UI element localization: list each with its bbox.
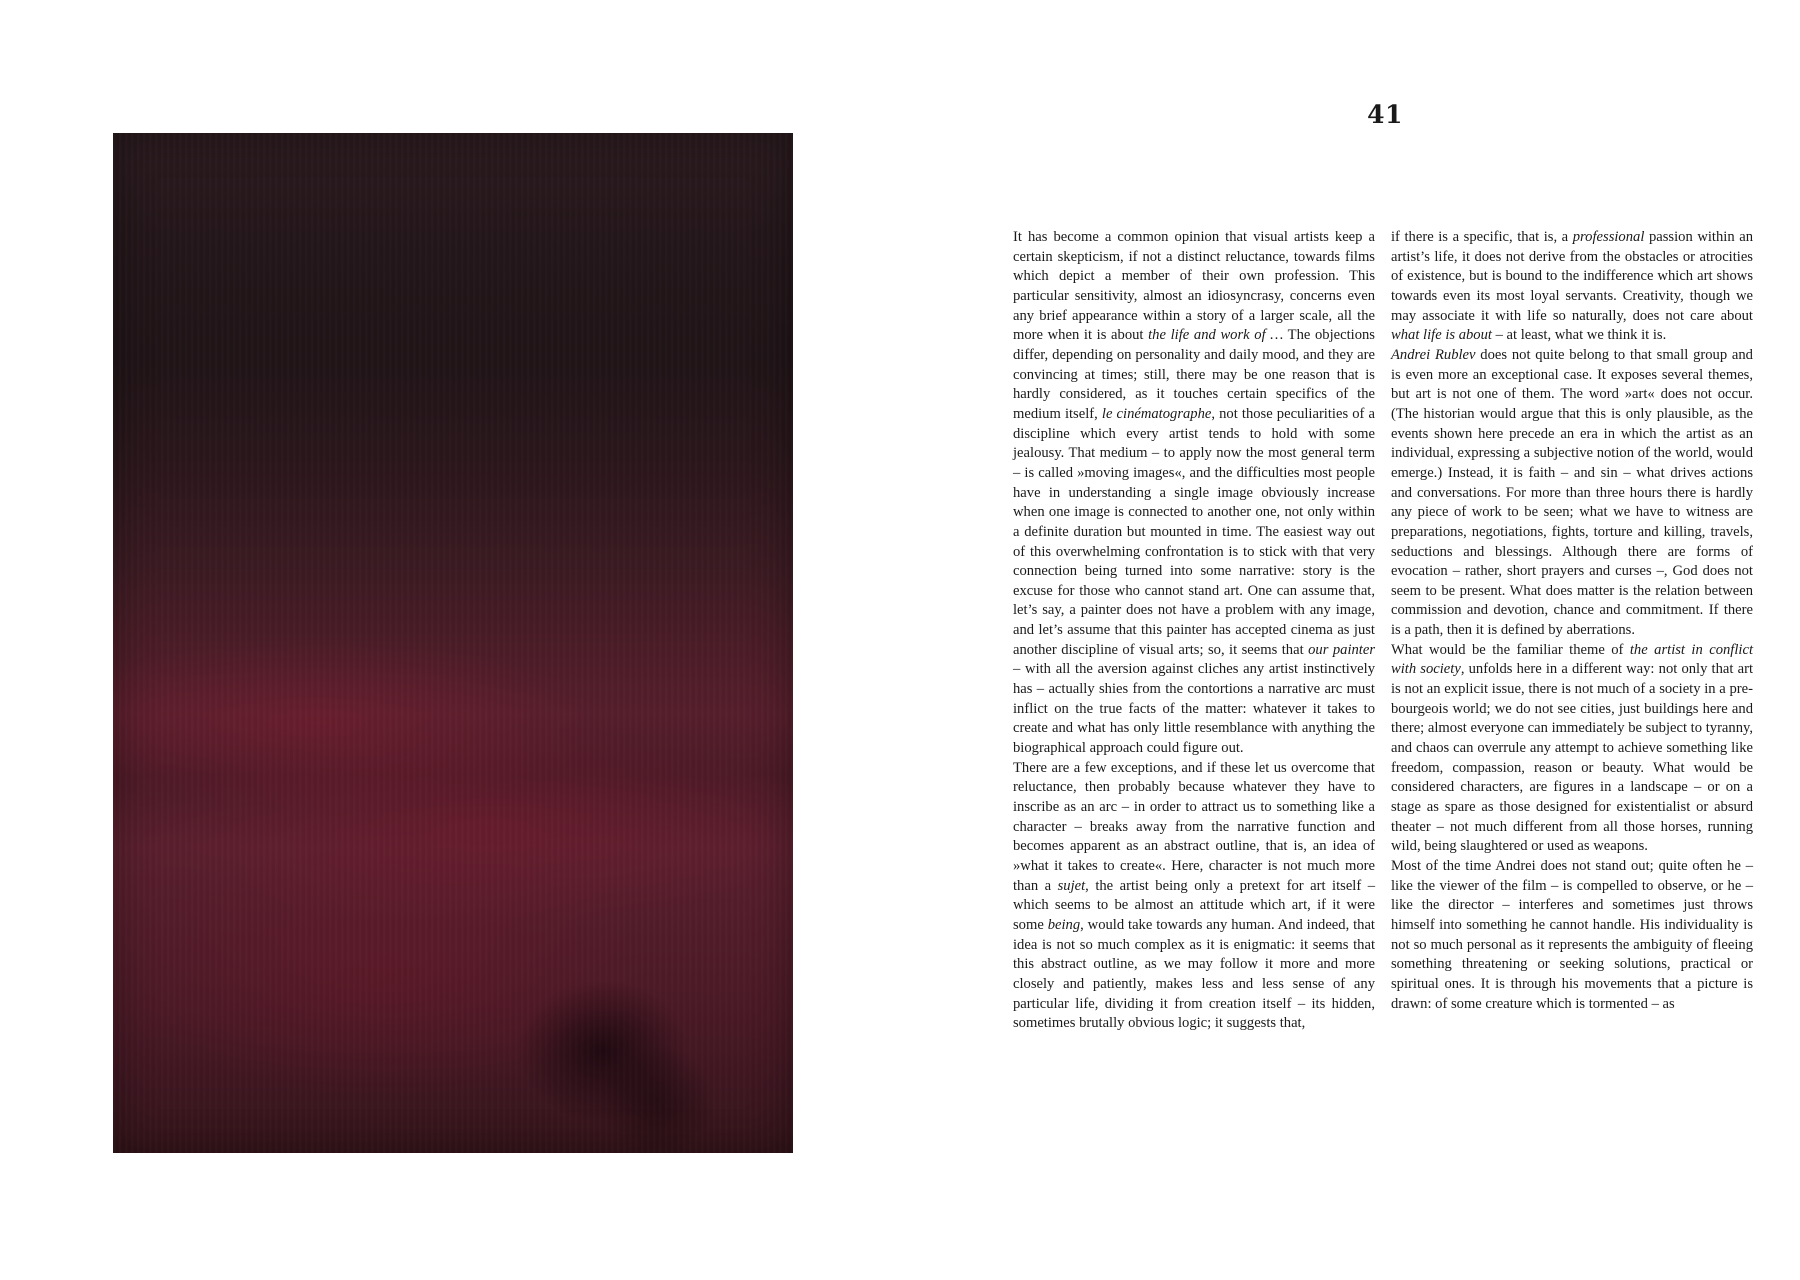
text-run: does not quite belong to that small group and is even more an exceptional case. It exposes several themes, but art is not one of them. The word »art« does not occur. (The historian would argue that this is only plausible, as the events shown here precede an era in which the artist as an individual, expressing a subjective notion of the world, would emerge.) Instead, it is faith – and sin – what drives actions and conversations. For more than three hours there is hardly any piece of work to be seen; what we have to witness are preparations, negotiations, fights, torture and killing, travels, seductions and blessings. Although there are forms of evocation – rather, short prayers and curses –, God does not seem to be present. What does matter is the relation between commission and devotion, chance and commitment. If there is a path, then it is defined by aberrations. — [1391, 346, 1753, 639]
text-run: – with all the aversion against cliches any artist instinctively has – actually shies from the contortions a narrative arc must inflict on the true facts of the matter: whatever it takes to create and what has only little resemblance with anything the biographical approach could figure out. — [1013, 661, 1375, 757]
italic-text: Andrei Rublev — [1391, 346, 1476, 363]
paragraph — [1391, 346, 1753, 641]
painting-image — [113, 133, 793, 1153]
text-column-left — [1013, 228, 1375, 1034]
text-run: , not those peculiarities of a discipline which every artist tends to hold with some jealousy. That medium – to apply now the most general term – is called »moving images«, and the difficulties most people have in understanding a single image obviously increase when one image is connected to another one, not only within a definite duration but mounted in time. The easiest way out of this overwhelming confrontation is to stick with that very connection being turned into some narrative: story is the excuse for those who cannot stand art. One can assume that, let’s say, a painter does not have a problem with any image, and let’s assume that this painter has accepted cinema as just another discipline of visual arts; so, it seems that — [1013, 405, 1375, 658]
text-run: There are a few exceptions, and if these let us overcome that reluctance, then probably because whatever they have to inscribe as an arc – in order to attract us to something like a character – breaks away from the narrative function and becomes apparent as an abstract outline, that is, an idea of »what it takes to create«. Here, character is not much more than a — [1013, 759, 1375, 894]
text-run: , unfolds here in a different way: not only that art is not an explicit issue, there is not much of a society in a pre-bourgeois world; we do not see cities, just buildings here and there; almost everyone can immediately be subject to tyranny, and chaos can overrule any attempt to achieve something like freedom, compassion, reason or beauty. What would be considered characters, are figures in a landscape – or on a stage as spare as those designed for existentialist or absurd theater – not much different from all those horses, running wild, being slaughtered or used as weapons. — [1391, 661, 1753, 855]
text-run: What would be the familiar theme of — [1391, 641, 1630, 658]
text-column-right — [1391, 228, 1753, 1014]
italic-text: sujet — [1057, 877, 1086, 894]
text-run: if there is a specific, that is, a — [1391, 229, 1573, 245]
paragraph — [1391, 228, 1753, 346]
italic-text: what life is about — [1391, 327, 1492, 344]
text-run: It has become a common opinion that visual artists keep a certain skepticism, if not a distinct reluctance, towards films which depict a member of their own profession. This particular sensitivity, almost an idiosyncrasy, concerns even any brief appearance within a story of a larger scale, all the more when it is about — [1013, 229, 1375, 344]
paragraph — [1013, 228, 1375, 759]
italic-text: le cinématographe — [1101, 405, 1212, 422]
text-run: – at least, what we think it is. — [1491, 327, 1667, 344]
italic-text: the artist in conflict with society — [1391, 641, 1754, 678]
text-run: , the artist being only a pretext for art itself – which seems to be almost an attitude which art, if it were some — [1013, 877, 1375, 933]
page-number: 41 — [1367, 100, 1403, 129]
text-run: The objections differ, depending on personality and daily mood, and they are convincing at times; still, there may be one reason that is hardly considered, as it touches certain specifics of the medium itself, — [1013, 327, 1375, 422]
italic-text: our painter — [1308, 641, 1376, 658]
text-run: , would take towards any human. And indeed, that idea is not so much complex as it is enigmatic: it seems that this abstract outline, as we may follow it more and more closely and patiently, makes less and less sense of any particular life, dividing it from creation itself – its hidden, sometimes brutally obvious logic; it suggests that, — [1013, 916, 1375, 1032]
text-run: Most of the time Andrei does not stand out; quite often he – like the viewer of the film – is compelled to observe, or he – like the director – interferes and sometimes just throws himself into something he cannot handle. His individuality is not so much personal as it represents the ambiguity of fleeing something threatening or seeking solutions, practical or spiritual ones. It is through his movements that a picture is drawn: of some creature which is tormented – as — [1391, 858, 1753, 1012]
italic-text: professional — [1572, 229, 1645, 245]
text-run: passion within an artist’s life, it does not derive from the obstacles or atrocities of existence, but is bound to the indifference which art shows towards even its most loyal servants. Creativity, though we may associate it with life so naturally, does not care about — [1391, 229, 1753, 324]
italic-text: being — [1047, 916, 1081, 933]
paragraph — [1391, 857, 1753, 1014]
paragraph — [1391, 641, 1753, 857]
italic-text: the life and work of … — [1148, 327, 1284, 344]
paragraph — [1013, 759, 1375, 1034]
